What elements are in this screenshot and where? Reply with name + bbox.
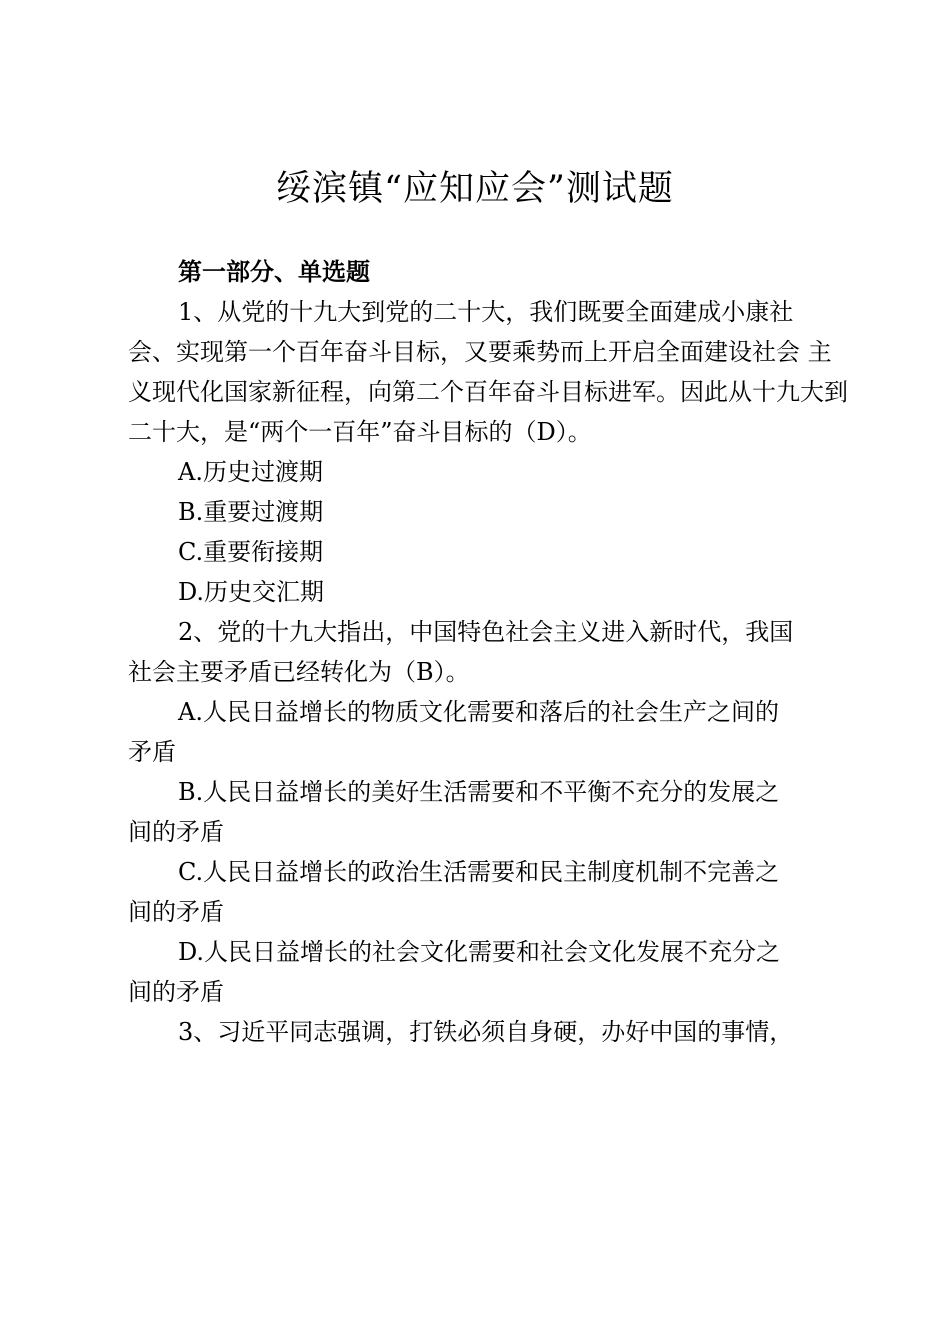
q2-option-d-line-1: D.人民日益增长的社会文化需要和社会文化发展不充分之 <box>178 938 781 966</box>
q2-option-c-line-1: C.人民日益增长的政治生活需要和民主制度机制不完善之 <box>178 858 780 886</box>
q2-option-b-line-2: 间的矛盾 <box>128 818 224 846</box>
q2-option-a-line-2: 矛盾 <box>128 738 176 766</box>
q1-option-c: C.重要衔接期 <box>178 538 324 566</box>
q1-line-4: 二十大，是“两个一百年”奋斗目标的（D）。 <box>128 418 592 446</box>
q1-line-2: 会、实现第一个百年奋斗目标，又要乘势而上开启全面建设社会 主 <box>128 338 832 366</box>
q1-option-a: A.历史过渡期 <box>178 458 323 486</box>
q1-line-1: 1、从党的十九大到党的二十大，我们既要全面建成小康社 <box>178 298 794 326</box>
q2-option-c-line-2: 间的矛盾 <box>128 898 224 926</box>
q1-option-d: D.历史交汇期 <box>178 578 325 606</box>
q2-line-2: 社会主要矛盾已经转化为（B）。 <box>128 658 470 686</box>
q1-option-b: B.重要过渡期 <box>178 498 324 526</box>
q1-line-3: 义现代化国家新征程，向第二个百年奋斗目标进军。因此从十九大到 <box>128 378 848 406</box>
q2-option-a-line-1: A.人民日益增长的物质文化需要和落后的社会生产之间的 <box>178 698 779 726</box>
q2-option-b-line-1: B.人民日益增长的美好生活需要和不平衡不充分的发展之 <box>178 778 780 806</box>
q2-line-1: 2、党的十九大指出，中国特色社会主义进入新时代，我国 <box>178 618 794 646</box>
document-title: 绥滨镇“应知应会”测试题 <box>276 169 674 209</box>
q2-option-d-line-2: 间的矛盾 <box>128 978 224 1006</box>
q3-line-1: 3、习近平同志强调，打铁必须自身硬，办好中国的事情， <box>178 1018 794 1046</box>
section-heading: 第一部分、单选题 <box>178 258 370 286</box>
